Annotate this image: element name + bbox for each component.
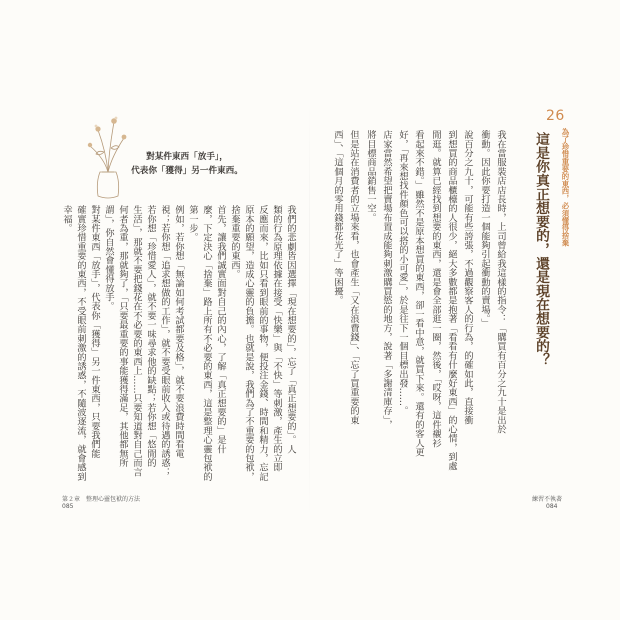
text-column: 謂」，你自然會懂得放手。 xyxy=(103,205,114,311)
text-column: 西」、「這個月的零用錢都花光了」等困擾。 xyxy=(332,130,343,305)
left-page-number: 085 xyxy=(62,503,74,510)
text-column: 第一步。 xyxy=(187,205,198,242)
text-column: 閒逛。就算已經找到想要的東西，還是會全部逛一圈，然後，「哎呀，這件襯衫 xyxy=(430,130,441,448)
chapter-running-head: 第２章 整理心靈包袱的方法 xyxy=(62,496,141,503)
text-column: 店家當然希望把賣場布置成能夠刺激購買慾的地方，說著「多謝清庫存」， xyxy=(381,130,392,429)
text-column: 麼，下定決心「捨棄」路上所有不必要的東西，這是整理心靈包袱的 xyxy=(201,205,212,481)
book-running-head: 練習不執著 xyxy=(532,496,563,503)
text-column: 若你想「珍惜愛人」，就不要一味尋求他的缺點；若你想「悠閒的 xyxy=(145,205,156,468)
text-column: 例如，若你想「無論如何考試都要及格」，就不要浪費時間看電 xyxy=(173,205,184,458)
text-column: 說百分之九十，可能有些誇張，不過觀察客人的行為，的確如此，直接衝 xyxy=(462,130,473,425)
section-subtitle: 為了珍惜重要的東西，必須懂得捨棄 xyxy=(561,128,570,247)
page-gutter xyxy=(309,100,310,520)
right-page-number: 084 xyxy=(546,503,558,510)
text-column: 幸福。 xyxy=(61,205,72,233)
text-column: 衝動。因此你要打造一個能夠引起衝動的賣場。」 xyxy=(479,130,490,328)
text-column: 看起來不錯。」雖然不是原本想買的東西，卻一看中意，就買下來。還有的客人更 xyxy=(413,130,424,457)
callout-quote xyxy=(112,150,262,178)
text-column: 類的行為原理依據在接受「快樂」與「不快」等刺激，產生的立即 xyxy=(271,205,282,472)
callout-line-1: 對某件東西「放手」， xyxy=(146,152,228,162)
text-column: 反應而來，比如只看到眼前的事物，便投注金錢、時間和精力，忘記 xyxy=(257,205,268,481)
text-column: 原本的願望，造成心靈的負擔。也就是說，我們為了不重要的包袱， xyxy=(243,205,254,481)
callout-line-2: 代表你「獲得」另一件東西。 xyxy=(131,166,243,176)
text-column: 但是站在消費者的立場來看，也會產生「又在浪費錢」、「忘了買重要的東 xyxy=(348,130,359,425)
text-column: 捨棄重要的東西。 xyxy=(229,205,240,279)
text-column: 到想買的商品櫃檯的人很少，絕大多數都是抱著「看看有什麼好東西」的心情，到處 xyxy=(446,130,457,471)
text-column: 我們的悲劇皆因選擇「現在想要的」，忘了「真正想要的」。人 xyxy=(285,205,296,454)
section-number: 26 xyxy=(546,108,565,124)
text-column: 生活」，那就不要把錢花在不必要的東西上……只要知道對自己而言 xyxy=(131,205,142,477)
text-column: 視；若你想「追求想做的工作」，就不要受眼前收入或待遇的誘惑； xyxy=(159,205,170,477)
text-column: 對某件東西「放手」，代表你「獲得」另一件東西，只要我們能 xyxy=(89,205,100,458)
section-title: 這是你真正想要的，還是現在想要的？ xyxy=(533,132,549,367)
text-column: 好，「再來想找件顏色可以搭的小可愛」，於是往下一個目標出發……。 xyxy=(397,130,408,416)
text-column: 將目標商品銷售一空。 xyxy=(365,130,376,222)
text-column: 首先，讓我們誠實面對自己的內心，了解「真正想要的」是什 xyxy=(215,205,226,454)
text-column: 確實珍惜重要的東西，不受眼前刺激的誘惑，不隨波逐流，就會感到 xyxy=(75,205,86,481)
text-column: 何者為重，那就夠了，「只要最重要的事能獲得滿足，其他都無所 xyxy=(117,205,128,468)
text-column: 我在當服裝店店長時，上司曾給我這樣的指令：「購買有百分之九十是出於 xyxy=(495,130,506,434)
